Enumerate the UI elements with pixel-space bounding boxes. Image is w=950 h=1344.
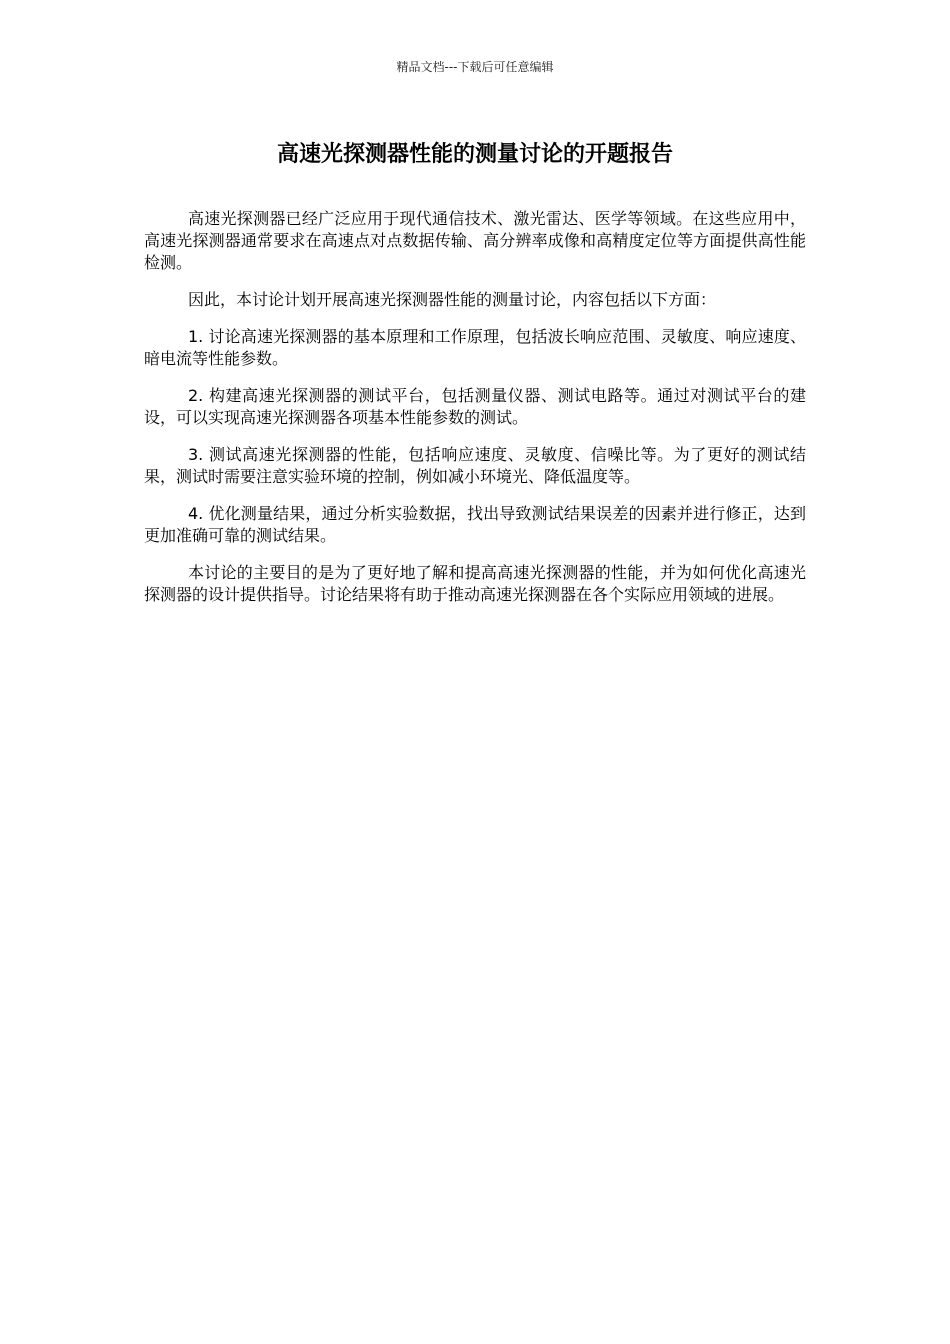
paragraph-item-3: 3. 测试高速光探测器的性能，包括响应速度、灵敏度、信噪比等。为了更好的测试结果，测试时需要注意实验环境的控制，例如减小环境光、降低温度等。: [144, 445, 806, 486]
paragraph-conclusion: 本讨论的主要目的是为了更好地了解和提高高速光探测器的性能，并为如何优化高速光探测器的设计提供指导。讨论结果将有助于推动高速光探测器在各个实际应用领域的进展。: [144, 563, 806, 604]
document-title: 高速光探测器性能的测量讨论的开题报告: [276, 142, 673, 167]
paragraph-plan: 因此，本讨论计划开展高速光探测器性能的测量讨论，内容包括以下方面：: [188, 290, 717, 309]
paragraph-item-4: 4. 优化测量结果，通过分析实验数据，找出导致测试结果误差的因素并进行修正，达到更加准确可靠的测试结果。: [144, 504, 806, 545]
paragraph-intro: 高速光探测器已经广泛应用于现代通信技术、激光雷达、医学等领域。在这些应用中，高速光探测器通常要求在高速点对点数据传输、高分辨率成像和高精度定位等方面提供高性能检测。: [144, 209, 806, 272]
paragraph-item-2: 2. 构建高速光探测器的测试平台，包括测量仪器、测试电路等。通过对测试平台的建设，可以实现高速光探测器各项基本性能参数的测试。: [144, 386, 806, 427]
document-body: [144, 208, 806, 621]
page-header: 精品文档---下载后可任意编辑: [396, 60, 554, 74]
paragraph-item-1: 1. 讨论高速光探测器的基本原理和工作原理，包括波长响应范围、灵敏度、响应速度、暗电流等性能参数。: [144, 327, 806, 368]
